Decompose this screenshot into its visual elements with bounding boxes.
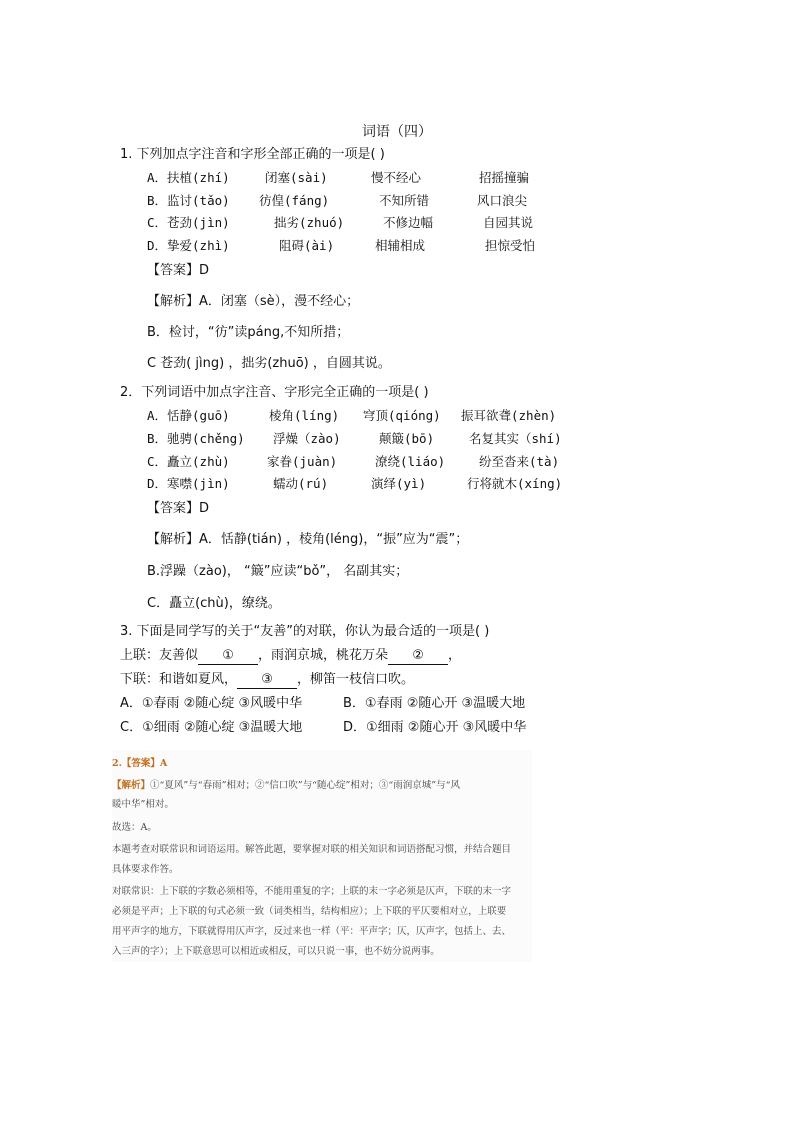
q1-analysis-a: 【解析】A．闭塞（sè），漫不经心； — [147, 294, 360, 309]
q1-analysis-c: C 苍劲( jìng) ，拙劣(zhuō) ，自圆其说。 — [147, 356, 391, 371]
page-title: 词语（四） — [362, 124, 432, 140]
q3-option-d: D．①细雨 ②随心开 ③风暖中华 — [343, 720, 527, 735]
embedded-paragraph-2: 具体要求作答。 — [112, 864, 179, 875]
blank-2: ② — [388, 648, 448, 665]
q1-answer: 【答案】D — [147, 263, 210, 278]
q3-option-a: A．①春雨 ②随心绽 ③风暖中华 — [120, 696, 303, 711]
q3-stem: 3. 下面是同学写的关于“友善”的对联，你认为最合适的一项是( ) — [120, 624, 490, 639]
q3-couplet-upper: 上联：友善似 ① ，雨润京城，桃花万朵 ② ， — [120, 648, 462, 663]
embedded-conclusion: 故选：A。 — [112, 822, 157, 833]
q2-answer: 【答案】D — [147, 501, 210, 516]
embedded-paragraph-5: 用平声字的地方，下联就得用仄声字，反过来也一样（平：平声字；仄，仄声字，包括上、去、 — [112, 926, 512, 937]
q1-stem: 1. 下列加点字注音和字形全部正确的一项是( ) — [120, 147, 385, 162]
q3-option-c: C．①细雨 ②随心绽 ③温暖大地 — [120, 720, 303, 735]
q2-analysis-b: B.浮躁（zào)， “簸”应读“bǒ”， 名副其实； — [147, 564, 409, 579]
embedded-paragraph-3: 对联常识：上下联的字数必须相等，不能用重复的字；上联的末一字必须是仄声，下联的末一字 — [112, 886, 512, 897]
q3-couplet-lower: 下联：和谐如夏风， ③ ，柳笛一枝信口吹。 — [120, 672, 415, 687]
embedded-analysis-line-1: 【解析】①“夏风”与“春雨”相对；②“信口吹”与“随心绽”相对；③“雨润京城”与“风 — [112, 780, 460, 791]
embedded-answer-image — [112, 750, 532, 962]
q1-analysis-b: B．检讨，“彷”读páng,不知所措； — [147, 325, 350, 340]
embedded-paragraph-6: 入三声的字）；上下联意思可以相近或相反，可以只说一事，也不妨分说两事。 — [112, 946, 440, 957]
blank-3: ③ — [237, 672, 297, 689]
q2-analysis-c: C．矗立(chù)，缭绕。 — [147, 596, 281, 611]
embedded-paragraph-4: 必须是平声；上下联的句式必须一致（词类相当，结构相应）；上下联的平仄要相对立，上联要 — [112, 906, 507, 917]
embedded-paragraph-1: 本题考查对联常识和词语运用。解答此题，要掌握对联的相关知识和词语搭配习惯，并结合题目 — [112, 844, 512, 855]
blank-1: ① — [198, 648, 258, 665]
embedded-analysis-line-2: 暖中华”相对。 — [112, 799, 174, 810]
q2-analysis-a: 【解析】A．恬静(tián) ，棱角(léng)，“振”应为“震”； — [147, 532, 469, 547]
embedded-answer-label: 2.【答案】A — [112, 758, 168, 769]
q2-stem: 2．下列词语中加点字注音、字形完全正确的一项是( ) — [120, 385, 429, 400]
q3-option-b: B．①春雨 ②随心开 ③温暖大地 — [343, 696, 526, 711]
